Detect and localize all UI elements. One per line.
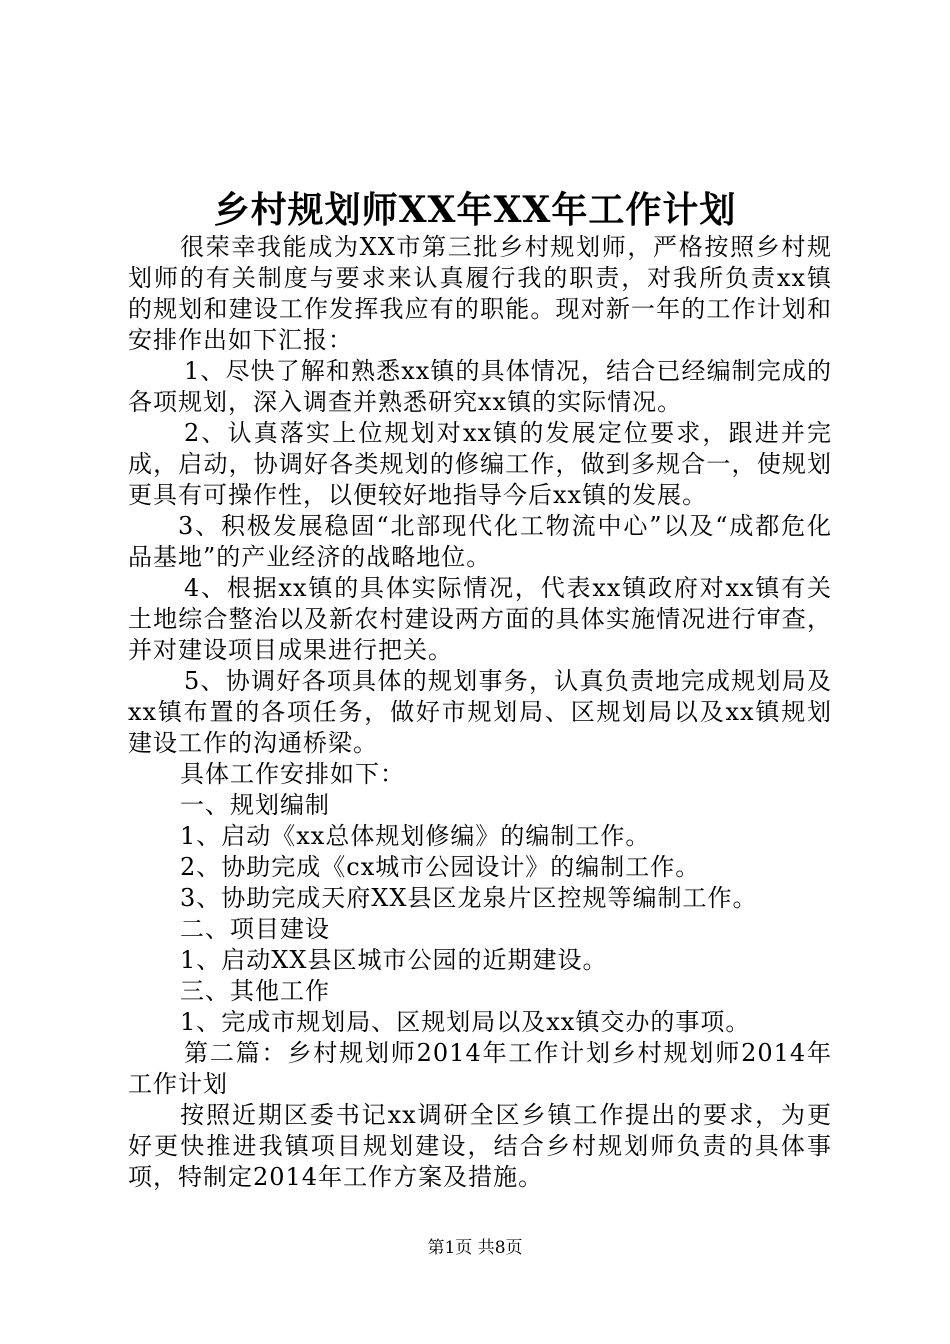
paragraph-item-3: 3、积极发展稳固“北部现代化工物流中心”以及“成都危化品基地”的产业经济的战略地位。 [128,512,832,571]
second-part-heading: 第二篇：乡村规划师2014年工作计划乡村规划师2014年工作计划 [128,1039,832,1098]
paragraph-intro: 很荣幸我能成为XX市第三批乡村规划师，严格按照乡村规划师的有关制度与要求来认真履行我的职责，对我所负责xx镇的规划和建设工作发挥我应有的职能。现对新一年的工作计划和安排作出如下汇报： [128,233,832,354]
list-item: 1、完成市规划局、区规划局以及xx镇交办的事项。 [180,1008,751,1036]
paragraph-item-1: 1、尽快了解和熟悉xx镇的具体情况，结合已经编制完成的各项规划，深入调查并熟悉研究xx镇的实际情况。 [128,357,832,416]
document-title: 乡村规划师XX年XX年工作计划 [213,189,737,231]
paragraph-second-intro: 按照近期区委书记xx调研全区乡镇工作提出的要求，为更好更快推进我镇项目规划建设，结合乡村规划师负责的具体事项，特制定2014年工作方案及措施。 [128,1101,832,1191]
document-body [128,232,832,1193]
page-footer: 第1页 共8页 [427,1238,523,1258]
list-item: 3、协助完成天府XX县区龙泉片区控规等编制工作。 [180,884,758,912]
section-heading-other: 三、其他工作 [180,977,330,1005]
paragraph-item-4: 4、根据xx镇的具体实际情况，代表xx镇政府对xx镇有关土地综合整治以及新农村建设两方面的具体实施情况进行审查，并对建设项目成果进行把关。 [128,574,832,664]
paragraph-item-2: 2、认真落实上位规划对xx镇的发展定位要求，跟进并完成，启动，协调好各类规划的修编工作，做到多规合一，使规划更具有可操作性，以便较好地指导今后xx镇的发展。 [128,419,832,509]
section-heading-planning: 一、规划编制 [180,791,330,819]
list-item: 1、启动《xx总体规划修编》的编制工作。 [180,822,651,850]
paragraph-item-5: 5、协调好各项具体的规划事务，认真负责地完成规划局及xx镇布置的各项任务，做好市规划局、区规划局以及xx镇规划建设工作的沟通桥梁。 [128,667,832,757]
list-item: 1、启动XX县区城市公园的近期建设。 [180,946,608,974]
list-item: 2、协助完成《cx城市公园设计》的编制工作。 [180,853,701,881]
section-heading-projects: 二、项目建设 [180,915,330,943]
paragraph-arrangement-heading: 具体工作安排如下： [180,760,405,788]
